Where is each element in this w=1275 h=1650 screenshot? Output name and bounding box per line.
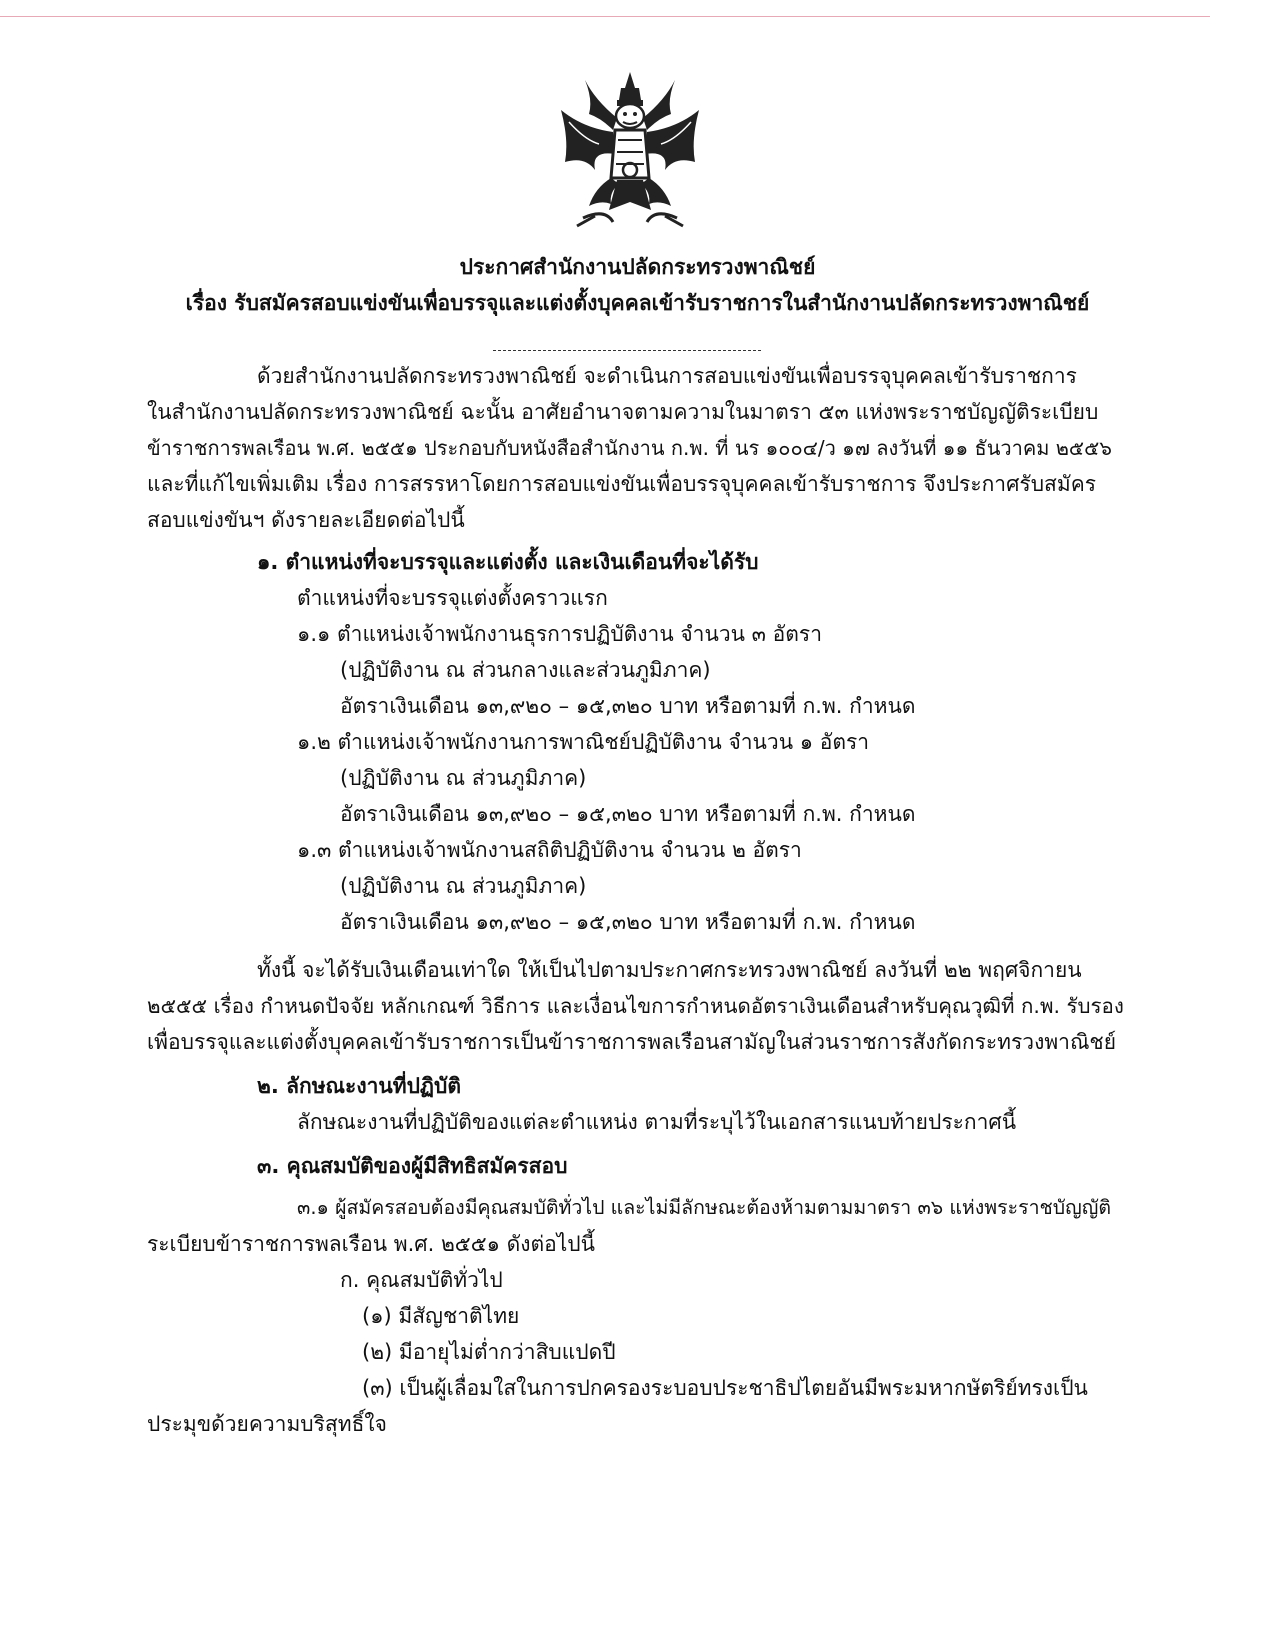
salary-note-line-1: ทั้งนี้ จะได้รับเงินเดือนเท่าใด ให้เป็นไปตามประกาศกระทรวงพาณิชย์ ลงวันที่ ๒๒ พฤศจิกายน bbox=[257, 958, 1082, 982]
section-1-subheading: ตำแหน่งที่จะบรรจุแต่งตั้งคราวแรก bbox=[297, 586, 608, 610]
section-3-intro-line-2: ระเบียบข้าราชการพลเรือน พ.ศ. ๒๕๕๑ ดังต่อไปนี้ bbox=[147, 1232, 595, 1256]
section-3-heading: ๓. คุณสมบัติของผู้มีสิทธิสมัครสอบ bbox=[257, 1154, 568, 1178]
general-qualifications-heading: ก. คุณสมบัติทั่วไป bbox=[340, 1268, 503, 1292]
intro-line-4: และที่แก้ไขเพิ่มเติม เรื่อง การสรรหาโดยการสอบแข่งขันเพื่อบรรจุบุคคลเข้ารับราชการ จึงประกาศรับสมัคร bbox=[147, 472, 1097, 496]
title-separator bbox=[493, 350, 761, 351]
position-1-location: (ปฏิบัติงาน ณ ส่วนกลางและส่วนภูมิภาค) bbox=[340, 658, 711, 682]
qualification-item-3: (๓) เป็นผู้เลื่อมใสในการปกครองระบอบประชาธิปไตยอันมีพระมหากษัตริย์ทรงเป็น bbox=[362, 1376, 1088, 1400]
garuda-emblem-icon bbox=[555, 70, 705, 230]
position-3-salary: อัตราเงินเดือน ๑๓,๙๒๐ – ๑๕,๓๒๐ บาท หรือตามที่ ก.พ. กำหนด bbox=[340, 910, 916, 934]
salary-note-line-3: เพื่อบรรจุและแต่งตั้งบุคคลเข้ารับราชการเป็นข้าราชการพลเรือนสามัญในส่วนราชการสังกัดกระทรวงพาณิชย์ bbox=[147, 1030, 1116, 1054]
section-2-heading: ๒. ลักษณะงานที่ปฏิบัติ bbox=[257, 1074, 461, 1098]
intro-line-3: ข้าราชการพลเรือน พ.ศ. ๒๕๕๑ ประกอบกับหนังสือสำนักงาน ก.พ. ที่ นร ๑๐๐๔/ว ๑๗ ลงวันที่ ๑๑ ธันวาคม ๒๕๕๖ bbox=[147, 436, 1112, 460]
position-2-salary: อัตราเงินเดือน ๑๓,๙๒๐ – ๑๕,๓๒๐ บาท หรือตามที่ ก.พ. กำหนด bbox=[340, 802, 916, 826]
position-2-title: ๑.๒ ตำแหน่งเจ้าพนักงานการพาณิชย์ปฏิบัติงาน จำนวน ๑ อัตรา bbox=[297, 730, 870, 754]
intro-line-1: ด้วยสำนักงานปลัดกระทรวงพาณิชย์ จะดำเนินการสอบแข่งขันเพื่อบรรจุบุคคลเข้ารับราชการ bbox=[257, 364, 1077, 388]
intro-line-2: ในสำนักงานปลัดกระทรวงพาณิชย์ ฉะนั้น อาศัยอำนาจตามความในมาตรา ๕๓ แห่งพระราชบัญญัติระเบียบ bbox=[147, 400, 1099, 424]
salary-note-line-2: ๒๕๕๕ เรื่อง กำหนดปัจจัย หลักเกณฑ์ วิธีการ และเงื่อนไขการกำหนดอัตราเงินเดือนสำหรับคุณวุฒิที่ ก.พ. รับรอง bbox=[147, 994, 1124, 1018]
position-3-title: ๑.๓ ตำแหน่งเจ้าพนักงานสถิติปฏิบัติงาน จำนวน ๒ อัตรา bbox=[297, 838, 802, 862]
position-1-title: ๑.๑ ตำแหน่งเจ้าพนักงานธุรการปฏิบัติงาน จำนวน ๓ อัตรา bbox=[297, 622, 822, 646]
qualification-item-3-continuation: ประมุขด้วยความบริสุทธิ์ใจ bbox=[147, 1412, 387, 1436]
intro-line-5: สอบแข่งขันฯ ดังรายละเอียดต่อไปนี้ bbox=[147, 508, 465, 532]
position-3-location: (ปฏิบัติงาน ณ ส่วนภูมิภาค) bbox=[340, 874, 587, 898]
section-2-body: ลักษณะงานที่ปฏิบัติของแต่ละตำแหน่ง ตามที่ระบุไว้ในเอกสารแนบท้ายประกาศนี้ bbox=[297, 1110, 1017, 1134]
qualification-item-2: (๒) มีอายุไม่ต่ำกว่าสิบแปดปี bbox=[362, 1340, 616, 1364]
qualification-item-1: (๑) มีสัญชาติไทย bbox=[362, 1304, 520, 1328]
position-1-salary: อัตราเงินเดือน ๑๓,๙๒๐ – ๑๕,๓๒๐ บาท หรือตามที่ ก.พ. กำหนด bbox=[340, 694, 916, 718]
section-3-intro-line-1: ๓.๑ ผู้สมัครสอบต้องมีคุณสมบัติทั่วไป และไม่มีลักษณะต้องห้ามตามมาตรา ๓๖ แห่งพระราชบัญญัติ bbox=[297, 1196, 1112, 1219]
section-1-heading: ๑. ตำแหน่งที่จะบรรจุและแต่งตั้ง และเงินเดือนที่จะได้รับ bbox=[257, 550, 759, 574]
announcement-title: ประกาศสำนักงานปลัดกระทรวงพาณิชย์ bbox=[459, 255, 816, 279]
position-2-location: (ปฏิบัติงาน ณ ส่วนภูมิภาค) bbox=[340, 766, 587, 790]
top-rule bbox=[0, 16, 1210, 17]
announcement-subject: เรื่อง รับสมัครสอบแข่งขันเพื่อบรรจุและแต่งตั้งบุคคลเข้ารับราชการในสำนักงานปลัดกระทรวงพาณิชย์ bbox=[185, 291, 1090, 315]
